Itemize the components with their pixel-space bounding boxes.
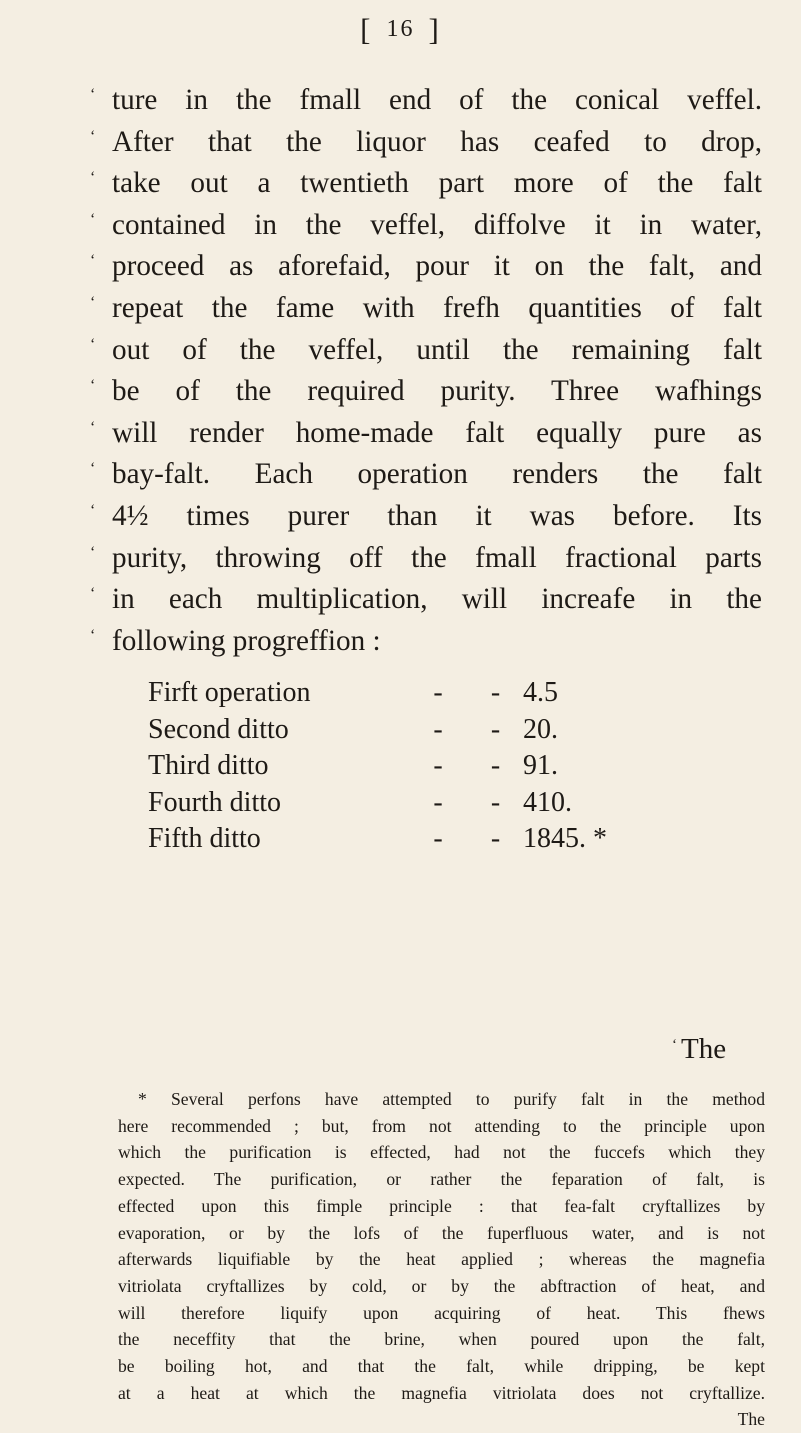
footnote [118, 1086, 765, 1433]
table-row: Firft operation - - 4.5 [148, 677, 558, 708]
catchword: ‘ The [672, 1033, 727, 1065]
text-line: ‘ following progreffion : [90, 624, 381, 657]
text-line: ‘ take out a twentieth part more of the falt [90, 167, 762, 200]
text-line: ‘ After that the liquor has ceafed to drop, [90, 125, 762, 158]
text-line: ‘ 4½ times purer than it was before. Its [90, 499, 762, 532]
footnote-line: the neceffity that the brine, when poured upon the falt, [118, 1329, 765, 1350]
text-line: ‘ purity, throwing off the fmall fractional parts [90, 541, 762, 574]
footnote-catchword: The [737, 1409, 765, 1430]
text-line: ‘ bay-falt. Each operation renders the falt [90, 458, 762, 491]
footnote-line: evaporation, or by the lofs of the fuperfluous water, and is not [118, 1222, 765, 1243]
text-line: ‘ ture in the fmall end of the conical veffel. [90, 84, 762, 116]
table-row: Fifth ditto - - 1845. * [148, 823, 607, 854]
text-line: ‘ out of the veffel, until the remaining falt [90, 333, 762, 366]
footnote-line: expected. The purification, or rather the feparation of falt, is [118, 1169, 765, 1190]
text-line: ‘ in each multiplication, will increafe in the [90, 583, 762, 616]
footnote-line: be boiling hot, and that the falt, while dripping, be kept [118, 1356, 765, 1377]
table-row: Second ditto - - 20. [148, 713, 558, 745]
footnote-line: at a heat at which the magnefia vitriolata does not cryftallize. [118, 1382, 765, 1403]
footnote-line: here recommended ; but, from not attending to the principle upon [118, 1115, 765, 1136]
footnote-line: which the purification is effected, had not the fuccefs which they [118, 1142, 765, 1163]
text-line: ‘ repeat the fame with frefh quantities of falt [90, 291, 762, 324]
text-line: ‘ proceed as aforefaid, pour it on the falt, and [90, 250, 762, 283]
footnote-line: will therefore liquify upon acquiring of heat. This fhews [118, 1302, 765, 1323]
progression-table [148, 675, 768, 858]
header-bracket-open: [ [360, 12, 373, 47]
footnote-line: afterwards liquifiable by the heat applied ; whereas the magnefia [118, 1249, 765, 1270]
footnote-line: effected upon this fimple principle : that fea-falt cryftallizes by [118, 1195, 765, 1216]
table-row: Third ditto - - 91. [148, 750, 558, 781]
main-text [90, 80, 762, 662]
footnote-line: * Several perfons have attempted to purify falt in the method [138, 1089, 765, 1109]
text-line: ‘ contained in the veffel, diffolve it in water, [90, 208, 762, 241]
footnote-line: vitriolata cryftallizes by cold, or by the abftraction of heat, and [118, 1275, 765, 1296]
header-bracket-close: ] [428, 12, 441, 47]
page-header [0, 12, 801, 48]
table-row: Fourth ditto - - 410. [148, 786, 572, 818]
page-number: 16 [386, 16, 415, 42]
text-line: ‘ will render home-made falt equally pure as [90, 416, 762, 449]
text-line: ‘ be of the required purity. Three wafhings [90, 375, 762, 408]
